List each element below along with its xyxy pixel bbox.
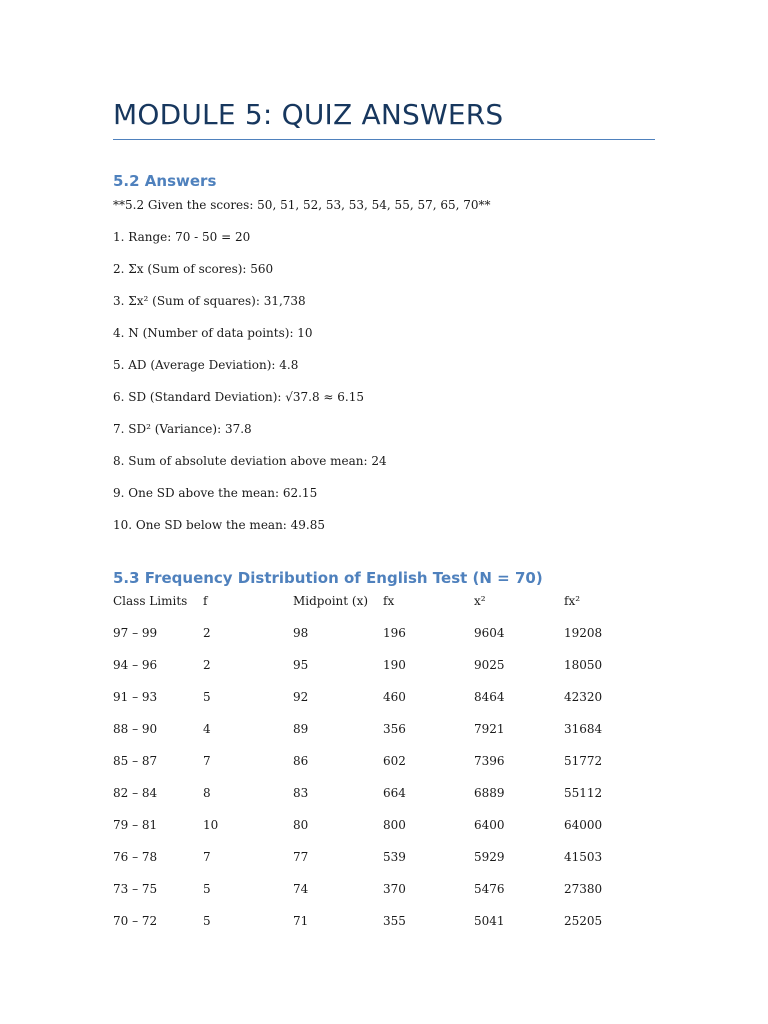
table-cell: 460 xyxy=(383,690,406,704)
table-cell: 5041 xyxy=(474,914,505,928)
table-cell: 25205 xyxy=(564,914,603,928)
column-header-x-squared: x² xyxy=(474,594,486,608)
answer-item: 7. SD² (Variance): 37.8 xyxy=(113,422,252,436)
table-cell: 73 – 75 xyxy=(113,882,158,896)
section-heading-5-2: 5.2 Answers xyxy=(113,172,217,190)
table-cell: 356 xyxy=(383,722,406,736)
table-cell: 5 xyxy=(203,914,211,928)
column-header-class-limits: Class Limits xyxy=(113,594,188,608)
answer-item: 8. Sum of absolute deviation above mean: 24 xyxy=(113,454,387,468)
table-cell: 74 xyxy=(293,882,309,896)
answer-item: 5. AD (Average Deviation): 4.8 xyxy=(113,358,299,372)
table-cell: 64000 xyxy=(564,818,603,832)
table-cell: 4 xyxy=(203,722,211,736)
table-row xyxy=(113,625,654,657)
table-cell: 98 xyxy=(293,626,309,640)
table-row xyxy=(113,689,654,721)
table-row xyxy=(113,881,654,913)
table-cell: 27380 xyxy=(564,882,603,896)
table-cell: 91 – 93 xyxy=(113,690,158,704)
table-header-row xyxy=(113,593,654,625)
table-cell: 89 xyxy=(293,722,309,736)
table-row xyxy=(113,817,654,849)
table-cell: 9025 xyxy=(474,658,505,672)
table-row xyxy=(113,849,654,881)
table-cell: 8 xyxy=(203,786,211,800)
answer-item: 6. SD (Standard Deviation): √37.8 ≈ 6.15 xyxy=(113,390,365,404)
table-cell: 5 xyxy=(203,690,211,704)
table-cell: 7 xyxy=(203,850,211,864)
table-cell: 196 xyxy=(383,626,406,640)
title-underline xyxy=(113,139,655,140)
answer-item: 9. One SD above the mean: 62.15 xyxy=(113,486,318,500)
table-cell: 2 xyxy=(203,626,211,640)
table-cell: 76 – 78 xyxy=(113,850,158,864)
table-cell: 42320 xyxy=(564,690,603,704)
table-cell: 800 xyxy=(383,818,406,832)
table-cell: 190 xyxy=(383,658,406,672)
table-cell: 8464 xyxy=(474,690,505,704)
table-cell: 85 – 87 xyxy=(113,754,158,768)
table-cell: 31684 xyxy=(564,722,603,736)
column-header-midpoint: Midpoint (x) xyxy=(293,594,369,608)
answer-item: 10. One SD below the mean: 49.85 xyxy=(113,518,326,532)
table-cell: 51772 xyxy=(564,754,603,768)
table-cell: 6889 xyxy=(474,786,505,800)
table-cell: 77 xyxy=(293,850,309,864)
answer-item: 2. Σx (Sum of scores): 560 xyxy=(113,262,274,276)
table-cell: 539 xyxy=(383,850,406,864)
table-cell: 355 xyxy=(383,914,406,928)
table-cell: 41503 xyxy=(564,850,603,864)
table-cell: 86 xyxy=(293,754,309,768)
column-header-fx-squared: fx² xyxy=(564,594,581,608)
given-scores-text: **5.2 Given the scores: 50, 51, 52, 53, 53, 54, 55, 57, 65, 70** xyxy=(113,198,491,212)
table-cell: 83 xyxy=(293,786,309,800)
table-cell: 7396 xyxy=(474,754,505,768)
table-cell: 92 xyxy=(293,690,309,704)
table-cell: 79 – 81 xyxy=(113,818,158,832)
table-row xyxy=(113,657,654,689)
table-cell: 88 – 90 xyxy=(113,722,158,736)
table-cell: 370 xyxy=(383,882,406,896)
table-cell: 602 xyxy=(383,754,406,768)
table-cell: 5 xyxy=(203,882,211,896)
table-cell: 7921 xyxy=(474,722,505,736)
answers-list xyxy=(113,229,387,549)
table-cell: 70 – 72 xyxy=(113,914,158,928)
table-cell: 10 xyxy=(203,818,219,832)
table-row xyxy=(113,913,654,945)
answer-item: 4. N (Number of data points): 10 xyxy=(113,326,313,340)
frequency-distribution-table xyxy=(113,593,654,945)
table-cell: 19208 xyxy=(564,626,603,640)
table-cell: 5476 xyxy=(474,882,505,896)
table-cell: 664 xyxy=(383,786,406,800)
table-cell: 18050 xyxy=(564,658,603,672)
table-cell: 9604 xyxy=(474,626,505,640)
table-cell: 97 – 99 xyxy=(113,626,158,640)
table-row xyxy=(113,753,654,785)
table-cell: 7 xyxy=(203,754,211,768)
table-cell: 82 – 84 xyxy=(113,786,158,800)
table-cell: 94 – 96 xyxy=(113,658,158,672)
table-cell: 55112 xyxy=(564,786,603,800)
table-cell: 2 xyxy=(203,658,211,672)
column-header-fx: fx xyxy=(383,594,395,608)
table-cell: 80 xyxy=(293,818,309,832)
section-heading-5-3: 5.3 Frequency Distribution of English Test (N = 70) xyxy=(113,569,543,587)
table-cell: 71 xyxy=(293,914,309,928)
answer-item: 3. Σx² (Sum of squares): 31,738 xyxy=(113,294,306,308)
table-cell: 5929 xyxy=(474,850,505,864)
table-cell: 95 xyxy=(293,658,309,672)
table-row xyxy=(113,721,654,753)
column-header-f: f xyxy=(203,594,208,608)
table-row xyxy=(113,785,654,817)
table-cell: 6400 xyxy=(474,818,505,832)
answer-item: 1. Range: 70 - 50 = 20 xyxy=(113,230,251,244)
page-title: MODULE 5: QUIZ ANSWERS xyxy=(113,98,504,131)
